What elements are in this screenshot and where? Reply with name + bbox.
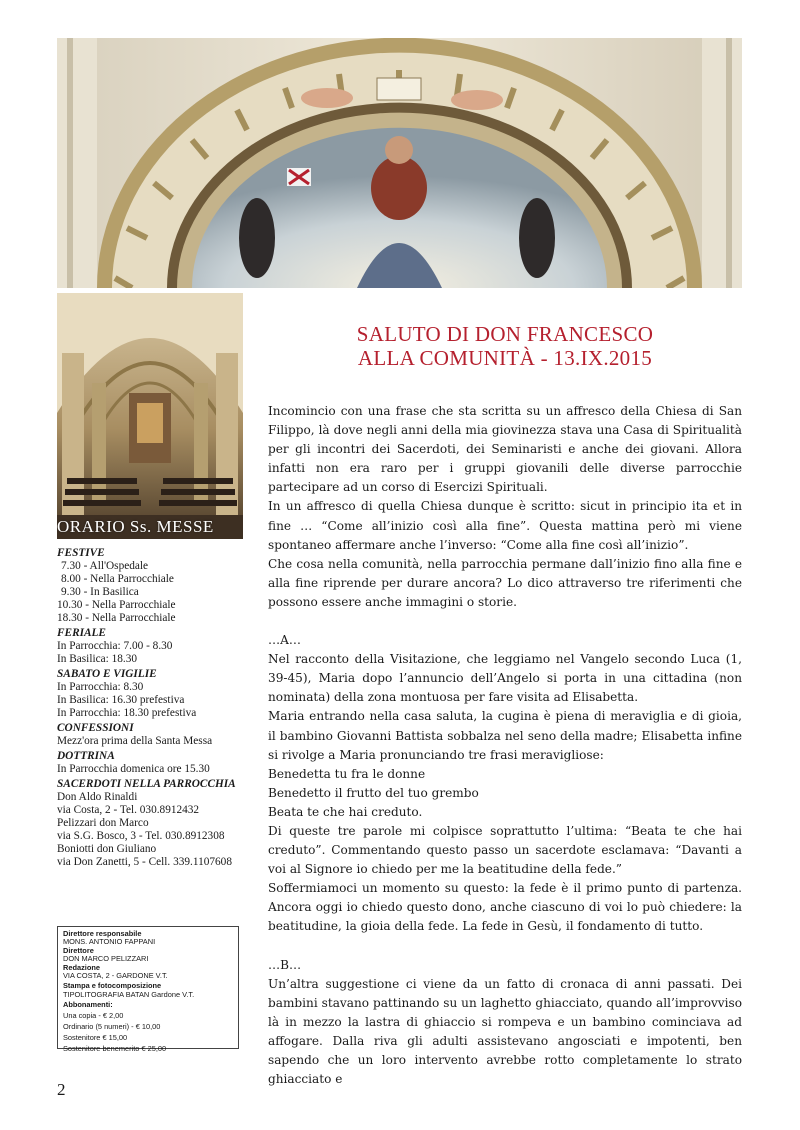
paragraph: Benedetto il frutto del tuo grembo bbox=[268, 785, 479, 800]
article-title-line: SALUTO DI DON FRANCESCO bbox=[356, 322, 654, 346]
paragraph: Benedetta tu fra le donne bbox=[268, 766, 426, 781]
mass-schedule bbox=[57, 545, 247, 869]
schedule-line: 7.30 - All'Ospedale bbox=[61, 560, 149, 572]
paragraph: In un affresco di quella Chiesa dunque è scritto: sicut in principio ita et in fine … “Come all’inizio così alla fine”. Questa mattina però mi viene spontaneo affermare anche l’inverso: “Come alla fine così all’inizio”. bbox=[268, 499, 742, 552]
paragraph: Un’altra suggestione ci viene da un fatto di cronaca di anni passati. Dei bambini stavano pattinando su un laghetto ghiacciato, quando all’improvviso là in mezzo la lastra di ghiaccio si rompeva e un bambino cominciava ad affogare. Dalla riva gli adulti assistevano angosciati e impotenti, ben sapendo che un loro intervento avrebbe rotto completamente lo strato ghiacciato e bbox=[268, 976, 742, 1087]
schedule-line: In Basilica: 18.30 bbox=[57, 653, 138, 665]
paragraph: Soffermiamoci un momento su questo: la fede è il primo punto di partenza. Ancora oggi io chiedo questo dono, anche ciascuno di voi lo può chiedere: la beatitudine, la gioia della fede. La fede in Gesù, il fondamento di tutto. bbox=[268, 881, 742, 934]
section-title: FERIALE bbox=[57, 627, 106, 639]
schedule-section-sacerdoti bbox=[57, 778, 247, 869]
orario-title: ORARIO Ss. MESSE bbox=[57, 517, 214, 536]
priest-contact: via Costa, 2 - Tel. 030.8912432 bbox=[57, 804, 200, 816]
paragraph: Di queste tre parole mi colpisce soprattutto l’ultima: “Beata te che hai creduto”. Commentando questo passo un sacerdote esclamava: “Davanti a voi al Signore io chiedo per me la beatitudine della fede.” bbox=[268, 823, 742, 877]
spacer bbox=[268, 937, 742, 956]
priest-contact: via Don Zanetti, 5 - Cell. 339.1107608 bbox=[57, 856, 232, 868]
schedule-line: In Parrocchia domenica ore 15.30 bbox=[57, 763, 210, 775]
schedule-line: In Parrocchia: 7.00 - 8.30 bbox=[57, 640, 173, 652]
spacer bbox=[268, 612, 742, 631]
priest-name: Pelizzari don Marco bbox=[57, 817, 149, 829]
page-number: 2 bbox=[57, 1080, 66, 1099]
schedule-line: 9.30 - In Basilica bbox=[61, 586, 139, 598]
section-title: DOTTRINA bbox=[57, 750, 115, 762]
masthead-label: Stampa e fotocomposizione bbox=[63, 981, 162, 991]
subscription-line: Sostenitore € 15,00 bbox=[63, 1032, 128, 1042]
fresco-image bbox=[57, 38, 742, 288]
schedule-line: In Parrocchia: 8.30 bbox=[57, 681, 144, 693]
article-title bbox=[268, 322, 742, 370]
masthead-label: Direttore responsabile bbox=[63, 929, 142, 938]
article-body bbox=[268, 402, 742, 1089]
church-interior-photo bbox=[57, 293, 243, 539]
subscription-line: Ordinario (5 numeri) - € 10,00 bbox=[63, 1022, 161, 1032]
subscription-line: Una copia - € 2,00 bbox=[63, 1011, 124, 1021]
schedule-line: Mezz'ora prima della Santa Messa bbox=[57, 735, 213, 747]
masthead-box bbox=[57, 926, 239, 1053]
schedule-section-confessioni bbox=[57, 722, 247, 748]
schedule-line: In Basilica: 16.30 prefestiva bbox=[57, 694, 185, 706]
section-marker: …B… bbox=[268, 957, 302, 972]
schedule-section-feriale bbox=[57, 627, 247, 666]
section-marker: …A… bbox=[268, 633, 301, 648]
paragraph: Nel racconto della Visitazione, che leggiamo nel Vangelo secondo Luca (1, 39-45), Maria dopo l’annuncio dell’Angelo si porta in una cittadina (non nominata) della zona montuosa per fare visita ad Elisabetta. bbox=[268, 652, 742, 705]
schedule-line: 18.30 - Nella Parrocchiale bbox=[57, 612, 176, 624]
paragraph: Beata te che hai creduto. bbox=[268, 804, 423, 819]
priest-name: Boniotti don Giuliano bbox=[57, 843, 157, 855]
masthead-value: TIPOLITOGRAFIA BATAN Gardone V.T. bbox=[63, 989, 195, 999]
paragraph: Che cosa nella comunità, nella parrocchia permane dall’inizio fino alla fine e alla fine riprende per durare ancora? Lo dico attraverso tre riferimenti che possono essere anche immagini o storie. bbox=[268, 556, 742, 609]
section-title: CONFESSIONI bbox=[57, 722, 134, 734]
paragraph: Incomincio con una frase che sta scritta su un affresco della Chiesa di San Filippo, là dove negli anni della mia giovinezza stava una Casa di Spiritualità per gli incontri dei Sacerdoti, dei Seminaristi e anche dei giovani. Allora infatti non era raro per i gruppi giovanili delle diverse parrocchie partecipare ad un corso di Esercizi Spirituali. bbox=[268, 404, 742, 495]
masthead-value: DON MARCO PELIZZARI bbox=[63, 954, 149, 964]
section-title: FESTIVE bbox=[57, 547, 105, 559]
subscription-line: Sostenitore benemerito € 25,00 bbox=[63, 1043, 167, 1053]
priest-contact: via S.G. Bosco, 3 - Tel. 030.8912308 bbox=[57, 830, 225, 842]
schedule-section-festive bbox=[57, 547, 247, 625]
schedule-section-dottrina bbox=[57, 750, 247, 776]
article-title-line: ALLA COMUNITÀ - 13.IX.2015 bbox=[357, 346, 653, 370]
schedule-line: In Parrocchia: 18.30 prefestiva bbox=[57, 707, 197, 719]
masthead-label: Direttore bbox=[63, 945, 94, 955]
schedule-section-sabato bbox=[57, 668, 247, 720]
masthead-value: MONS. ANTONIO FAPPANI bbox=[63, 937, 156, 947]
masthead-label: Redazione bbox=[63, 962, 100, 972]
masthead-label: Abbonamenti: bbox=[63, 1000, 113, 1010]
section-title: SABATO E VIGILIE bbox=[57, 668, 157, 680]
priest-name: Don Aldo Rinaldi bbox=[57, 791, 138, 803]
schedule-line: 8.00 - Nella Parrocchiale bbox=[61, 573, 174, 585]
paragraph: Maria entrando nella casa saluta, la cugina è piena di meraviglia e di gioia, il bambino Giovanni Battista sobbalza nel seno della madre; Elisabetta infine si rivolge a Maria pronunciando tre frasi meravigliose: bbox=[268, 709, 742, 762]
masthead-value: VIA COSTA, 2 - GARDONE V.T. bbox=[63, 971, 168, 981]
section-title: SACERDOTI NELLA PARROCCHIA bbox=[57, 778, 236, 790]
schedule-line: 10.30 - Nella Parrocchiale bbox=[57, 599, 176, 611]
